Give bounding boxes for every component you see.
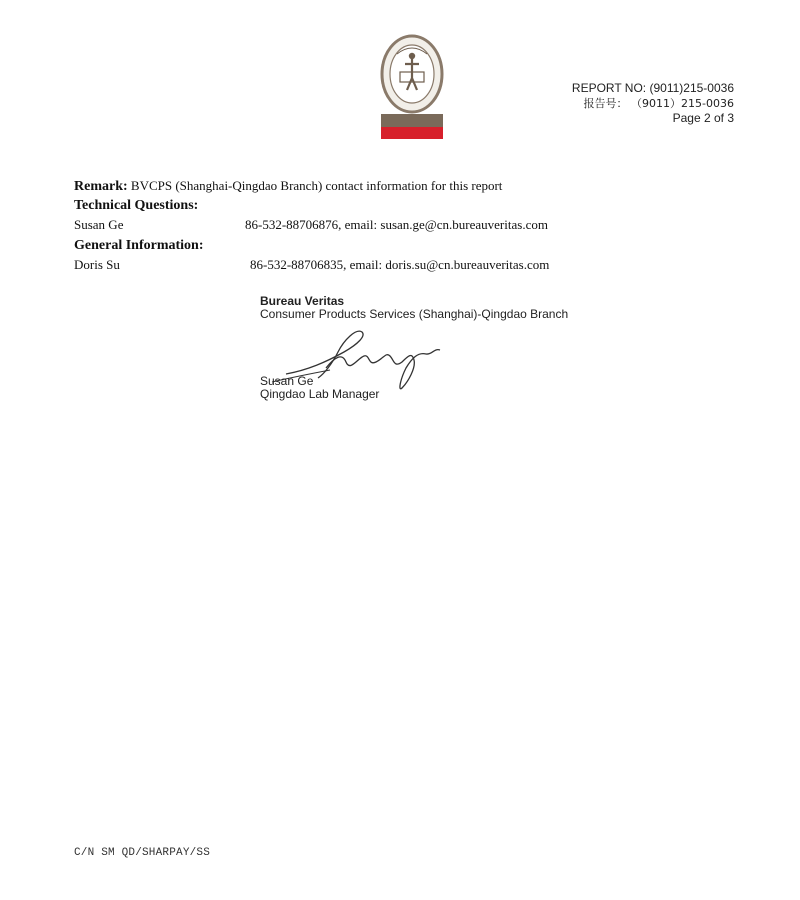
signature-dept: Consumer Products Services (Shanghai)-Qingdao Branch (260, 307, 569, 321)
signatory-title: Qingdao Lab Manager (260, 387, 380, 401)
remark-text: BVCPS (Shanghai-Qingdao Branch) contact information for this report (127, 178, 503, 193)
technical-contact-name: Susan Ge (74, 217, 124, 232)
report-number: REPORT NO: (9011)215-0036 (571, 81, 734, 95)
general-contact-name: Doris Su (74, 257, 120, 272)
signatory-name: Susan Ge (260, 374, 314, 388)
general-contact-details: 86-532-88706835, email: doris.su@cn.bureauveritas.com (250, 257, 550, 272)
technical-contact-details: 86-532-88706876, email: susan.ge@cn.bureauveritas.com (245, 217, 548, 232)
signature-org: Bureau Veritas (260, 294, 345, 308)
footer-code: C/N SM QD/SHARPAY/SS (74, 847, 211, 859)
technical-questions-heading: Technical Questions: (74, 198, 199, 213)
page-indicator: Page 2 of 3 (672, 111, 734, 125)
general-information-heading: General Information: (74, 238, 204, 253)
remark-label: Remark: (74, 179, 128, 194)
bureau-veritas-logo (367, 34, 457, 142)
remark-line (74, 178, 502, 195)
report-number-cn: 报告号： （9011）215-0036 (583, 97, 734, 110)
